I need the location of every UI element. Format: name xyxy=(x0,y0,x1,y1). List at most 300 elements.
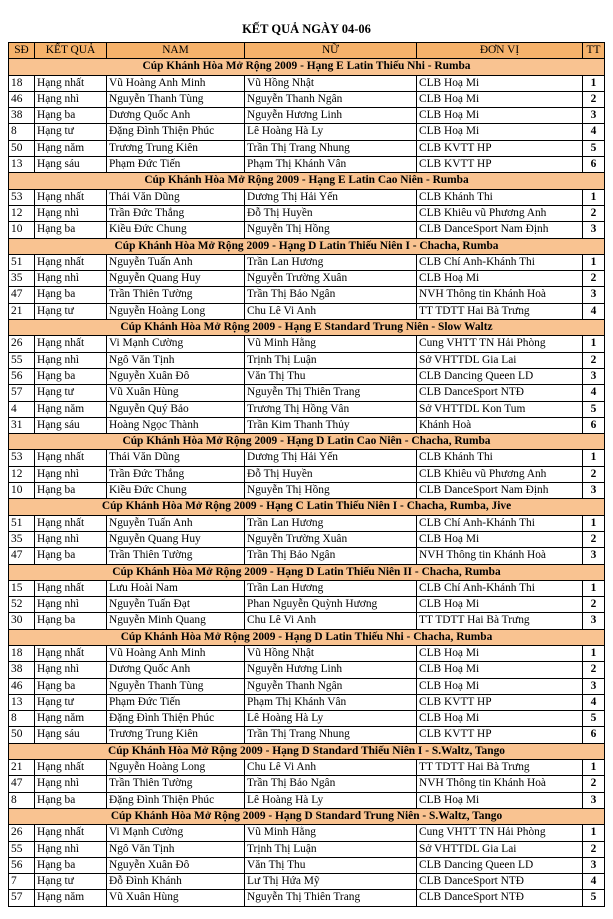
cell-tt: 4 xyxy=(583,303,605,319)
cell-nu: Phan Nguyễn Quỳnh Hương xyxy=(245,597,417,613)
cell-tt: 6 xyxy=(583,727,605,743)
cell-ket-qua: Hạng nhất xyxy=(35,645,107,661)
cell-sbd: 38 xyxy=(9,108,35,124)
cell-ket-qua: Hạng nhì xyxy=(35,841,107,857)
cell-nam: Phạm Đức Tiến xyxy=(107,694,245,710)
cell-tt: 1 xyxy=(583,75,605,91)
cell-ket-qua: Hạng năm xyxy=(35,711,107,727)
section-header-row xyxy=(9,629,605,645)
cell-ket-qua: Hạng nhất xyxy=(35,189,107,205)
cell-ket-qua: Hạng năm xyxy=(35,140,107,156)
cell-nu: Trần Lan Hương xyxy=(245,580,417,596)
cell-nam: Đặng Đình Thiện Phúc xyxy=(107,792,245,808)
cell-sbd: 7 xyxy=(9,874,35,890)
table-row xyxy=(9,515,605,531)
cell-ket-qua: Hạng nhất xyxy=(35,515,107,531)
cell-tt: 3 xyxy=(583,108,605,124)
cell-don-vi: CLB Hoạ Mi xyxy=(417,597,583,613)
cell-nu: Nguyễn Thị Thiên Trang xyxy=(245,890,417,906)
cell-nu: Vũ Minh Hằng xyxy=(245,825,417,841)
cell-ket-qua: Hạng ba xyxy=(35,792,107,808)
cell-don-vi: CLB Hoạ Mi xyxy=(417,792,583,808)
cell-nam: Thái Văn Dũng xyxy=(107,450,245,466)
cell-nam: Nguyễn Hoàng Long xyxy=(107,760,245,776)
cell-nam: Nguyễn Minh Quang xyxy=(107,613,245,629)
cell-ket-qua: Hạng tư xyxy=(35,385,107,401)
cell-nam: Vũ Hoàng Anh Minh xyxy=(107,645,245,661)
cell-don-vi: CLB Hoạ Mi xyxy=(417,108,583,124)
cell-tt: 2 xyxy=(583,531,605,547)
table-row xyxy=(9,825,605,841)
cell-don-vi: CLB DanceSport Nam Định xyxy=(417,222,583,238)
cell-sbd: 55 xyxy=(9,841,35,857)
cell-nam: Dương Quốc Anh xyxy=(107,662,245,678)
cell-sbd: 31 xyxy=(9,417,35,433)
cell-sbd: 46 xyxy=(9,678,35,694)
cell-sbd: 51 xyxy=(9,515,35,531)
cell-don-vi: Cung VHTT TN Hải Phòng xyxy=(417,336,583,352)
cell-sbd: 56 xyxy=(9,368,35,384)
cell-don-vi: Cung VHTT TN Hải Phòng xyxy=(417,825,583,841)
cell-nam: Thái Văn Dũng xyxy=(107,189,245,205)
cell-don-vi: CLB Dancing Queen LD xyxy=(417,857,583,873)
cell-don-vi: TT TDTT Hai Bà Trưng xyxy=(417,760,583,776)
cell-ket-qua: Hạng sáu xyxy=(35,157,107,173)
cell-tt: 1 xyxy=(583,336,605,352)
section-header-row xyxy=(9,173,605,189)
cell-tt: 1 xyxy=(583,254,605,270)
table-row xyxy=(9,678,605,694)
header-nam: NAM xyxy=(107,43,245,59)
cell-ket-qua: Hạng nhất xyxy=(35,450,107,466)
cell-nu: Trịnh Thị Luận xyxy=(245,352,417,368)
cell-nam: Nguyễn Hoàng Long xyxy=(107,303,245,319)
header-nu: NỮ xyxy=(245,43,417,59)
cell-ket-qua: Hạng ba xyxy=(35,483,107,499)
cell-sbd: 15 xyxy=(9,580,35,596)
cell-tt: 4 xyxy=(583,385,605,401)
cell-sbd: 50 xyxy=(9,140,35,156)
cell-tt: 2 xyxy=(583,352,605,368)
cell-nam: Ngô Văn Tịnh xyxy=(107,841,245,857)
cell-nam: Nguyễn Tuấn Anh xyxy=(107,515,245,531)
section-title: Cúp Khánh Hòa Mở Rộng 2009 - Hạng C Latin Thiếu Niên I - Chacha, Rumba, Jive xyxy=(9,499,605,515)
section-title: Cúp Khánh Hòa Mở Rộng 2009 - Hạng E Latin Cao Niên - Rumba xyxy=(9,173,605,189)
table-row xyxy=(9,841,605,857)
table-row xyxy=(9,352,605,368)
cell-ket-qua: Hạng ba xyxy=(35,678,107,694)
section-header-row xyxy=(9,59,605,75)
cell-nu: Nguyễn Hương Linh xyxy=(245,662,417,678)
cell-ket-qua: Hạng tư xyxy=(35,694,107,710)
cell-don-vi: Sở VHTTDL Gia Lai xyxy=(417,841,583,857)
table-row xyxy=(9,271,605,287)
cell-nu: Đỗ Thị Huyền xyxy=(245,466,417,482)
cell-nu: Nguyễn Trường Xuân xyxy=(245,531,417,547)
table-row xyxy=(9,222,605,238)
cell-sbd: 13 xyxy=(9,157,35,173)
section-header-row xyxy=(9,499,605,515)
cell-nam: Nguyễn Xuân Đô xyxy=(107,857,245,873)
cell-nu: Nguyễn Thanh Ngân xyxy=(245,91,417,107)
cell-nam: Phạm Đức Tiến xyxy=(107,157,245,173)
cell-tt: 2 xyxy=(583,271,605,287)
cell-nam: Trần Thiên Tường xyxy=(107,287,245,303)
cell-sbd: 51 xyxy=(9,254,35,270)
cell-tt: 2 xyxy=(583,597,605,613)
cell-nu: Nguyễn Thanh Ngân xyxy=(245,678,417,694)
cell-ket-qua: Hạng năm xyxy=(35,401,107,417)
cell-tt: 2 xyxy=(583,91,605,107)
cell-nam: Vũ Xuân Hùng xyxy=(107,385,245,401)
cell-nam: Vi Mạnh Cường xyxy=(107,336,245,352)
table-row xyxy=(9,254,605,270)
cell-nam: Lưu Hoài Nam xyxy=(107,580,245,596)
cell-don-vi: CLB DanceSport NTĐ xyxy=(417,890,583,906)
cell-nu: Lê Hoàng Hà Ly xyxy=(245,792,417,808)
cell-sbd: 46 xyxy=(9,91,35,107)
cell-nu: Nguyễn Hương Linh xyxy=(245,108,417,124)
cell-don-vi: CLB Khánh Thi xyxy=(417,189,583,205)
cell-nu: Lê Hoàng Hà Ly xyxy=(245,124,417,140)
cell-tt: 3 xyxy=(583,678,605,694)
cell-ket-qua: Hạng ba xyxy=(35,368,107,384)
cell-ket-qua: Hạng ba xyxy=(35,222,107,238)
cell-don-vi: CLB Khiêu vũ Phương Anh xyxy=(417,466,583,482)
cell-sbd: 47 xyxy=(9,776,35,792)
cell-don-vi: Khánh Hoà xyxy=(417,417,583,433)
cell-sbd: 57 xyxy=(9,385,35,401)
cell-don-vi: NVH Thông tin Khánh Hoà xyxy=(417,548,583,564)
cell-nu: Nguyễn Thị Hồng xyxy=(245,222,417,238)
cell-don-vi: CLB Chí Anh-Khánh Thi xyxy=(417,515,583,531)
cell-don-vi: CLB Hoạ Mi xyxy=(417,91,583,107)
cell-tt: 1 xyxy=(583,189,605,205)
table-row xyxy=(9,711,605,727)
header-sbd: SĐ xyxy=(9,43,35,59)
cell-nu: Trương Thị Hồng Vân xyxy=(245,401,417,417)
table-row xyxy=(9,287,605,303)
cell-sbd: 10 xyxy=(9,483,35,499)
section-title: Cúp Khánh Hòa Mở Rộng 2009 - Hạng D Latin Thiếu Nhi - Chacha, Rumba xyxy=(9,629,605,645)
section-title: Cúp Khánh Hòa Mở Rộng 2009 - Hạng D Latin Thiếu Niên I - Chacha, Rumba xyxy=(9,238,605,254)
cell-tt: 1 xyxy=(583,825,605,841)
table-row xyxy=(9,417,605,433)
cell-nam: Nguyễn Tuấn Đạt xyxy=(107,597,245,613)
section-title: Cúp Khánh Hòa Mở Rộng 2009 - Hạng E Standard Trung Niên - Slow Waltz xyxy=(9,320,605,336)
cell-ket-qua: Hạng nhì xyxy=(35,531,107,547)
cell-nu: Chu Lê Vi Anh xyxy=(245,613,417,629)
table-row xyxy=(9,205,605,221)
cell-ket-qua: Hạng nhì xyxy=(35,662,107,678)
table-row xyxy=(9,140,605,156)
cell-nu: Nguyễn Thị Thiên Trang xyxy=(245,385,417,401)
cell-tt: 3 xyxy=(583,548,605,564)
cell-don-vi: CLB Hoạ Mi xyxy=(417,711,583,727)
cell-sbd: 55 xyxy=(9,352,35,368)
cell-nam: Vũ Hoàng Anh Minh xyxy=(107,75,245,91)
cell-nam: Nguyễn Thanh Tùng xyxy=(107,678,245,694)
cell-sbd: 4 xyxy=(9,401,35,417)
table-row xyxy=(9,483,605,499)
cell-sbd: 30 xyxy=(9,613,35,629)
cell-nam: Ngô Văn Tịnh xyxy=(107,352,245,368)
table-row xyxy=(9,336,605,352)
cell-ket-qua: Hạng nhì xyxy=(35,776,107,792)
cell-don-vi: CLB Khánh Thi xyxy=(417,450,583,466)
cell-tt: 3 xyxy=(583,368,605,384)
cell-sbd: 8 xyxy=(9,792,35,808)
cell-tt: 5 xyxy=(583,890,605,906)
cell-ket-qua: Hạng nhất xyxy=(35,825,107,841)
header-tt: TT xyxy=(583,43,605,59)
cell-ket-qua: Hạng nhất xyxy=(35,75,107,91)
cell-nu: Phạm Thị Khánh Vân xyxy=(245,694,417,710)
table-row xyxy=(9,466,605,482)
cell-don-vi: CLB KVTT HP xyxy=(417,727,583,743)
cell-ket-qua: Hạng ba xyxy=(35,287,107,303)
cell-nam: Trần Đức Thắng xyxy=(107,205,245,221)
section-title: Cúp Khánh Hòa Mở Rộng 2009 - Hạng D Latin Thiếu Niên II - Chacha, Rumba xyxy=(9,564,605,580)
cell-sbd: 12 xyxy=(9,205,35,221)
cell-ket-qua: Hạng sáu xyxy=(35,727,107,743)
cell-don-vi: CLB DanceSport NTĐ xyxy=(417,874,583,890)
cell-nam: Kiều Đức Chung xyxy=(107,222,245,238)
cell-nu: Chu Lê Vi Anh xyxy=(245,760,417,776)
cell-nam: Nguyễn Thanh Tùng xyxy=(107,91,245,107)
table-row xyxy=(9,548,605,564)
header-ket-qua: KẾT QUẢ xyxy=(35,43,107,59)
table-row xyxy=(9,613,605,629)
cell-nu: Nguyễn Trường Xuân xyxy=(245,271,417,287)
header-don-vi: ĐƠN VỊ xyxy=(417,43,583,59)
cell-nam: Đỗ Đình Khánh xyxy=(107,874,245,890)
cell-nu: Trần Thị Trang Nhung xyxy=(245,727,417,743)
table-row xyxy=(9,450,605,466)
table-row xyxy=(9,531,605,547)
cell-tt: 4 xyxy=(583,694,605,710)
cell-nu: Vũ Hồng Nhật xyxy=(245,645,417,661)
cell-tt: 3 xyxy=(583,792,605,808)
cell-nu: Trần Thị Bảo Ngân xyxy=(245,287,417,303)
section-header-row xyxy=(9,808,605,824)
cell-sbd: 53 xyxy=(9,189,35,205)
cell-tt: 3 xyxy=(583,857,605,873)
cell-nu: Lê Hoàng Hà Ly xyxy=(245,711,417,727)
table-row xyxy=(9,401,605,417)
cell-don-vi: NVH Thông tin Khánh Hoà xyxy=(417,776,583,792)
table-row xyxy=(9,189,605,205)
results-body xyxy=(9,59,605,906)
cell-ket-qua: Hạng nhất xyxy=(35,580,107,596)
cell-nam: Nguyễn Quang Huy xyxy=(107,531,245,547)
table-row xyxy=(9,157,605,173)
table-row xyxy=(9,857,605,873)
cell-nu: Trịnh Thị Luận xyxy=(245,841,417,857)
cell-ket-qua: Hạng nhì xyxy=(35,466,107,482)
cell-tt: 5 xyxy=(583,140,605,156)
cell-sbd: 35 xyxy=(9,531,35,547)
section-title: Cúp Khánh Hòa Mở Rộng 2009 - Hạng D Latin Cao Niên - Chacha, Rumba xyxy=(9,434,605,450)
cell-don-vi: NVH Thông tin Khánh Hoà xyxy=(417,287,583,303)
table-row xyxy=(9,368,605,384)
section-title: Cúp Khánh Hòa Mở Rộng 2009 - Hạng D Standard Thiếu Niên I - S.Waltz, Tango xyxy=(9,743,605,759)
cell-sbd: 13 xyxy=(9,694,35,710)
cell-don-vi: Sở VHTTDL Gia Lai xyxy=(417,352,583,368)
cell-nam: Trần Đức Thắng xyxy=(107,466,245,482)
table-row xyxy=(9,75,605,91)
cell-tt: 2 xyxy=(583,776,605,792)
cell-don-vi: CLB Chí Anh-Khánh Thi xyxy=(417,254,583,270)
cell-don-vi: CLB Hoạ Mi xyxy=(417,678,583,694)
cell-tt: 1 xyxy=(583,645,605,661)
cell-nam: Hoàng Ngọc Thành xyxy=(107,417,245,433)
cell-nam: Vũ Xuân Hùng xyxy=(107,890,245,906)
cell-ket-qua: Hạng nhì xyxy=(35,271,107,287)
cell-tt: 6 xyxy=(583,157,605,173)
table-row xyxy=(9,694,605,710)
cell-nu: Trần Lan Hương xyxy=(245,515,417,531)
cell-sbd: 57 xyxy=(9,890,35,906)
cell-don-vi: TT TDTT Hai Bà Trưng xyxy=(417,303,583,319)
cell-nam: Nguyễn Tuấn Anh xyxy=(107,254,245,270)
cell-tt: 5 xyxy=(583,401,605,417)
cell-sbd: 52 xyxy=(9,597,35,613)
cell-nu: Dương Thị Hải Yến xyxy=(245,450,417,466)
cell-don-vi: Sở VHTTDL Kon Tum xyxy=(417,401,583,417)
cell-nam: Nguyễn Quang Huy xyxy=(107,271,245,287)
cell-nam: Đặng Đình Thiện Phúc xyxy=(107,124,245,140)
cell-sbd: 47 xyxy=(9,287,35,303)
cell-nu: Trần Kim Thanh Thủy xyxy=(245,417,417,433)
table-row xyxy=(9,645,605,661)
cell-don-vi: CLB Hoạ Mi xyxy=(417,75,583,91)
cell-ket-qua: Hạng ba xyxy=(35,613,107,629)
cell-sbd: 18 xyxy=(9,75,35,91)
section-header-row xyxy=(9,238,605,254)
section-header-row xyxy=(9,743,605,759)
table-row xyxy=(9,580,605,596)
cell-don-vi: CLB Hoạ Mi xyxy=(417,271,583,287)
cell-tt: 2 xyxy=(583,841,605,857)
cell-sbd: 53 xyxy=(9,450,35,466)
table-row xyxy=(9,727,605,743)
cell-tt: 3 xyxy=(583,613,605,629)
cell-tt: 3 xyxy=(583,483,605,499)
cell-nam: Nguyễn Quý Bảo xyxy=(107,401,245,417)
cell-ket-qua: Hạng tư xyxy=(35,124,107,140)
cell-sbd: 21 xyxy=(9,760,35,776)
results-table xyxy=(8,42,605,907)
cell-tt: 5 xyxy=(583,711,605,727)
cell-ket-qua: Hạng ba xyxy=(35,857,107,873)
cell-don-vi: CLB KVTT HP xyxy=(417,140,583,156)
table-row xyxy=(9,792,605,808)
cell-nu: Dương Thị Hải Yến xyxy=(245,189,417,205)
section-header-row xyxy=(9,320,605,336)
cell-sbd: 10 xyxy=(9,222,35,238)
cell-ket-qua: Hạng nhì xyxy=(35,205,107,221)
cell-tt: 1 xyxy=(583,760,605,776)
cell-sbd: 50 xyxy=(9,727,35,743)
cell-nam: Đặng Đình Thiện Phúc xyxy=(107,711,245,727)
cell-ket-qua: Hạng nhì xyxy=(35,352,107,368)
table-row xyxy=(9,874,605,890)
cell-ket-qua: Hạng tư xyxy=(35,874,107,890)
cell-ket-qua: Hạng nhì xyxy=(35,597,107,613)
cell-sbd: 21 xyxy=(9,303,35,319)
cell-don-vi: CLB Hoạ Mi xyxy=(417,531,583,547)
cell-nu: Nguyễn Thị Hồng xyxy=(245,483,417,499)
cell-tt: 4 xyxy=(583,874,605,890)
cell-sbd: 12 xyxy=(9,466,35,482)
section-title: Cúp Khánh Hòa Mở Rộng 2009 - Hạng D Standard Trung Niên - S.Waltz, Tango xyxy=(9,808,605,824)
section-header-row xyxy=(9,434,605,450)
cell-don-vi: CLB Dancing Queen LD xyxy=(417,368,583,384)
cell-nu: Vũ Minh Hằng xyxy=(245,336,417,352)
cell-tt: 2 xyxy=(583,466,605,482)
cell-tt: 2 xyxy=(583,205,605,221)
cell-sbd: 38 xyxy=(9,662,35,678)
cell-nam: Trương Trung Kiên xyxy=(107,140,245,156)
cell-sbd: 8 xyxy=(9,711,35,727)
table-row xyxy=(9,890,605,906)
cell-sbd: 8 xyxy=(9,124,35,140)
cell-nu: Văn Thị Thu xyxy=(245,368,417,384)
cell-don-vi: TT TDTT Hai Bà Trưng xyxy=(417,613,583,629)
table-row xyxy=(9,91,605,107)
cell-don-vi: CLB DanceSport NTĐ xyxy=(417,385,583,401)
cell-nu: Trần Thị Bảo Ngân xyxy=(245,776,417,792)
cell-nu: Trần Thị Bảo Ngân xyxy=(245,548,417,564)
cell-sbd: 47 xyxy=(9,548,35,564)
cell-nu: Vũ Hồng Nhật xyxy=(245,75,417,91)
table-row xyxy=(9,776,605,792)
cell-nu: Chu Lê Vi Anh xyxy=(245,303,417,319)
cell-don-vi: CLB KVTT HP xyxy=(417,157,583,173)
cell-sbd: 26 xyxy=(9,825,35,841)
cell-don-vi: CLB DanceSport Nam Định xyxy=(417,483,583,499)
cell-sbd: 56 xyxy=(9,857,35,873)
cell-nam: Kiều Đức Chung xyxy=(107,483,245,499)
table-row xyxy=(9,385,605,401)
section-title: Cúp Khánh Hòa Mở Rộng 2009 - Hạng E Latin Thiếu Nhi - Rumba xyxy=(9,59,605,75)
cell-ket-qua: Hạng nhì xyxy=(35,91,107,107)
cell-tt: 4 xyxy=(583,124,605,140)
table-row xyxy=(9,303,605,319)
table-row xyxy=(9,760,605,776)
table-row xyxy=(9,597,605,613)
cell-tt: 6 xyxy=(583,417,605,433)
cell-sbd: 35 xyxy=(9,271,35,287)
cell-ket-qua: Hạng nhất xyxy=(35,254,107,270)
page-title: KẾT QUẢ NGÀY 04-06 xyxy=(242,22,371,36)
cell-don-vi: CLB Chí Anh-Khánh Thi xyxy=(417,580,583,596)
cell-nam: Dương Quốc Anh xyxy=(107,108,245,124)
cell-nu: Trần Thị Trang Nhung xyxy=(245,140,417,156)
cell-tt: 2 xyxy=(583,662,605,678)
cell-ket-qua: Hạng sáu xyxy=(35,417,107,433)
cell-tt: 1 xyxy=(583,580,605,596)
cell-nu: Lư Thị Hứa Mỹ xyxy=(245,874,417,890)
cell-ket-qua: Hạng nhất xyxy=(35,760,107,776)
cell-don-vi: CLB Hoạ Mi xyxy=(417,662,583,678)
cell-don-vi: CLB KVTT HP xyxy=(417,694,583,710)
cell-nu: Đỗ Thị Huyền xyxy=(245,205,417,221)
cell-nam: Vi Mạnh Cường xyxy=(107,825,245,841)
cell-ket-qua: Hạng ba xyxy=(35,108,107,124)
cell-tt: 3 xyxy=(583,222,605,238)
